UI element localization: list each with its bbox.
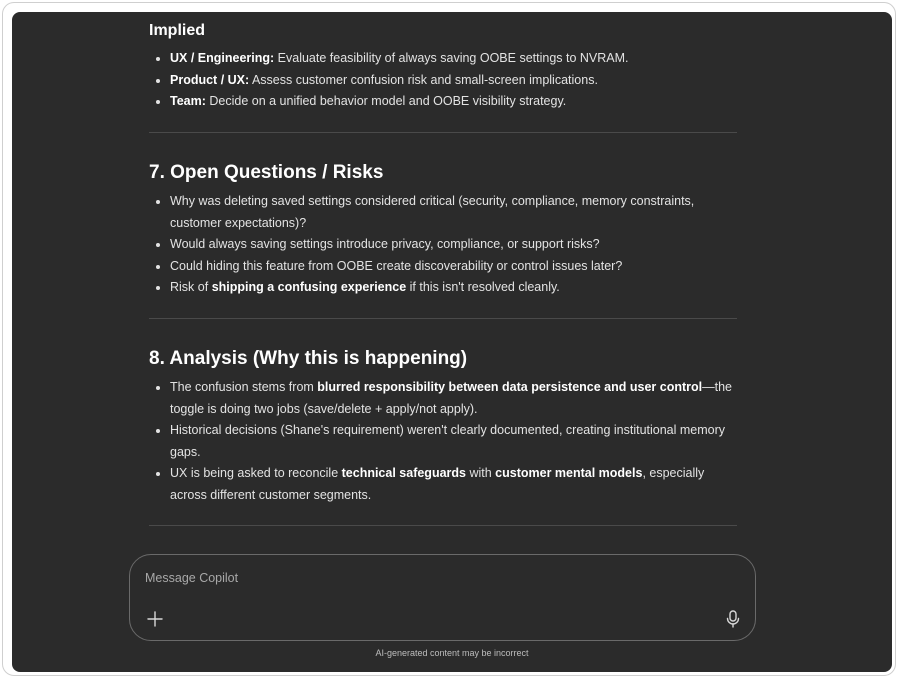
list-item-label: Team: <box>170 94 206 108</box>
text-span: if this isn't resolved cleanly. <box>406 280 560 294</box>
list-item <box>149 48 737 70</box>
plus-icon[interactable] <box>144 608 166 630</box>
chat-window <box>12 12 892 672</box>
list-item <box>149 256 737 278</box>
implied-list <box>149 48 737 113</box>
text-span: Why was deleting saved settings considered critical (security, compliance, memory constraints, customer expectations)? <box>170 194 695 230</box>
message-composer <box>129 554 756 641</box>
bold-text: technical safeguards <box>341 466 466 480</box>
bold-text: customer mental models <box>495 466 643 480</box>
divider <box>149 132 737 133</box>
text-span: UX is being asked to reconcile <box>170 466 342 480</box>
bold-text: blurred responsibility between data persistence and user control <box>317 380 703 394</box>
list-item <box>149 234 737 256</box>
list-item-label: Product / UX: <box>170 72 250 87</box>
window-frame <box>2 2 896 676</box>
text-span: , especially across different customer segments. <box>170 466 705 502</box>
text-span: Could hiding this feature from OOBE create discoverability or control issues later? <box>170 258 623 273</box>
divider <box>149 318 737 319</box>
disclaimer-text: AI-generated content may be incorrect <box>375 648 529 658</box>
implied-heading: Implied <box>149 22 206 39</box>
list-item <box>149 377 737 420</box>
list-item <box>149 277 737 299</box>
microphone-icon[interactable] <box>722 608 744 630</box>
list-item <box>149 70 737 92</box>
list-item-text: Decide on a unified behavior model and OOBE visibility strategy. <box>205 94 567 108</box>
text-span: The confusion stems from <box>170 380 318 394</box>
list-item <box>149 191 737 234</box>
list-item <box>149 91 737 113</box>
open-questions-list <box>149 191 737 299</box>
text-span: Historical decisions (Shane's requirement) weren't clearly documented, creating institutional memory gaps. <box>170 423 726 459</box>
list-item-text: Evaluate feasibility of always saving OOBE settings to NVRAM. <box>274 51 629 65</box>
list-item <box>149 463 737 506</box>
text-span: Would always saving settings introduce privacy, compliance, or support risks? <box>170 237 600 251</box>
open-questions-heading: 7. Open Questions / Risks <box>149 162 384 183</box>
analysis-heading: 8. Analysis (Why this is happening) <box>149 348 468 369</box>
message-input[interactable] <box>145 568 685 588</box>
bold-text: shipping a confusing experience <box>211 280 407 294</box>
divider <box>149 525 737 526</box>
text-span: with <box>465 466 496 480</box>
list-item <box>149 420 737 463</box>
analysis-list <box>149 377 737 506</box>
list-item-text: Assess customer confusion risk and small-screen implications. <box>249 72 598 87</box>
list-item-label: UX / Engineering: <box>170 51 275 65</box>
text-span: —the toggle is doing two jobs (save/delete + apply/not apply). <box>170 380 732 416</box>
text-span: Risk of <box>170 280 212 294</box>
